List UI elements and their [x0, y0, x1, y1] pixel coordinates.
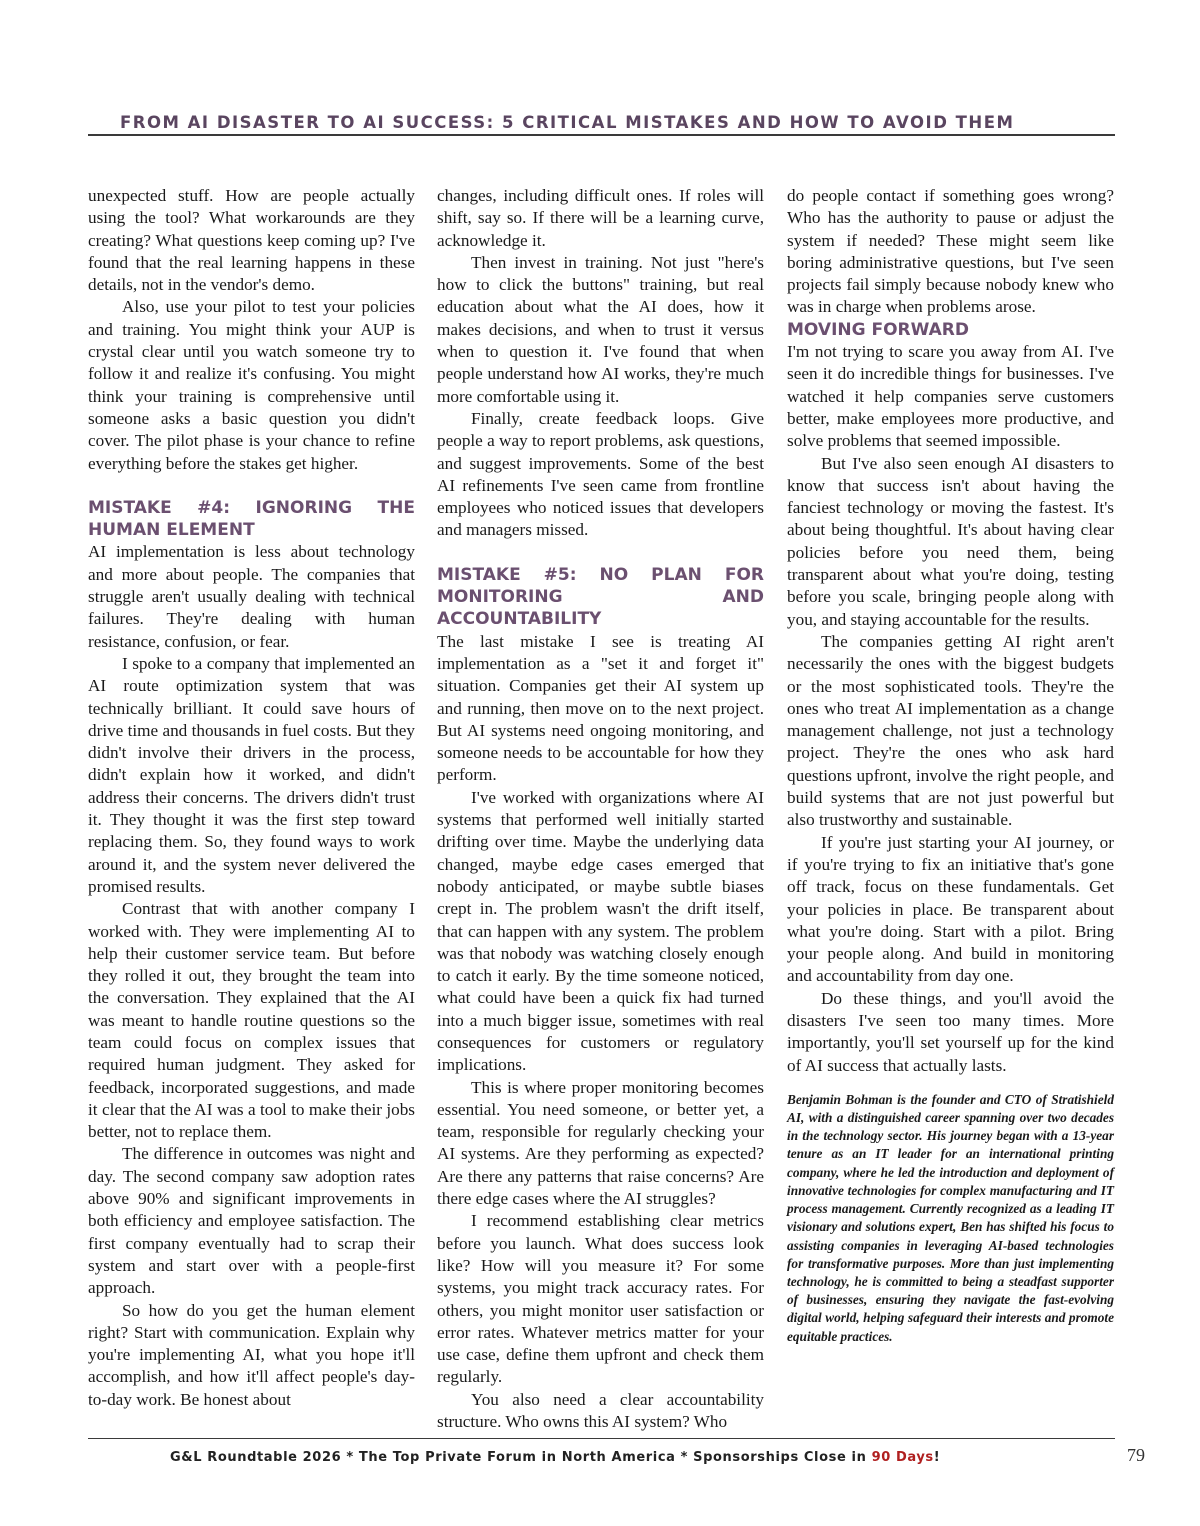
column-3 — [787, 185, 1114, 1346]
paragraph: I'm not trying to scare you away from AI. I've seen it do incredible things for businesses. I've watched it help companies serve customers better, make employees more productive, and solve problems that seemed impossible. — [787, 342, 1114, 451]
section-heading-mistake-5: MISTAKE #5: NO PLAN FOR MONITORING AND ACCOUNTABILITY — [437, 564, 764, 630]
paragraph: changes, including difficult ones. If roles will shift, say so. If there will be a learning curve, acknowledge it. — [437, 186, 764, 250]
footer-rule — [88, 1438, 1115, 1439]
paragraph: I recommend establishing clear metrics before you launch. What does success look like? How will you measure it? For some systems, you might track accuracy rates. For others, you might monitor user satisfaction or error rates. Whatever metrics matter for your use case, define them upfront and check them regularly. — [437, 1211, 764, 1387]
paragraph: So how do you get the human element right? Start with communication. Explain why you're implementing AI, what you hope it'll accomplish, and how it'll affect people's day-to-day work. Be honest about — [88, 1300, 415, 1409]
paragraph: unexpected stuff. How are people actually using the tool? What workarounds are they creating? What questions keep coming up? I've found that the real learning happens in these details, not in the vendor's demo. — [88, 186, 415, 295]
footer-text: G&L Roundtable 2026 * The Top Private Forum in North America * Sponsorships Close in — [170, 1450, 872, 1465]
author-bio: Benjamin Bohman is the founder and CTO of Stratishield AI, with a distinguished career spanning over two decades in the technology sector. His journey began with a 13-year tenure as an IT leader for an international printing company, where he led the introduction and deployment of innovative technologies for complex manufacturing and IT process management. Currently recognized as a leading IT visionary and solutions expert, Ben has shifted his focus to assisting companies in leveraging AI-based technologies for transformative purposes. More than just implementing technology, he is committed to being a steadfast supporter of businesses, ensuring they navigate the fast-evolving digital world, helping safeguard their interests and promote equitable practices. — [787, 1091, 1114, 1344]
paragraph: Finally, create feedback loops. Give people a way to report problems, ask questions, and suggest improvements. Some of the best AI refinements I've seen came from frontline employees who noticed issues that developers and managers missed. — [437, 408, 764, 540]
paragraph: The difference in outcomes was night and day. The second company saw adoption rates above 90% and significant improvements in both efficiency and employee satisfaction. The first company eventually had to scrap their system and start over with a people-first approach. — [88, 1144, 415, 1298]
paragraph: Contrast that with another company I worked with. They were implementing AI to help their customer service team. But before they rolled it out, they brought the team into the conversation. They explained that the AI was meant to handle routine questions so the team could focus on complex issues that required human judgment. They asked for feedback, incorporated suggestions, and made it clear that the AI was a tool to make their jobs better, not to replace them. — [88, 899, 415, 1142]
paragraph: Then invest in training. Not just "here's how to click the buttons" training, but real education about what the AI does, how it makes decisions, and when to trust it versus when to question it. I've found that when people understand how AI works, they're much more comfortable using it. — [437, 252, 764, 406]
paragraph: I spoke to a company that implemented an AI route optimization system that was technically brilliant. It could save hours of drive time and thousands in fuel costs. But they didn't involve their drivers in the process, didn't explain how it worked, and didn't address their concerns. The drivers didn't trust it. They thought it was the first step toward replacing them. So, they found ways to work around it, and the system never delivered the promised results. — [88, 653, 415, 896]
paragraph: AI implementation is less about technology and more about people. The companies that struggle aren't usually dealing with technical failures. They're dealing with human resistance, confusion, or fear. — [88, 542, 415, 651]
paragraph: Do these things, and you'll avoid the disasters I've seen too many times. More importantly, you'll set yourself up for the kind of AI success that actually lasts. — [787, 988, 1114, 1075]
paragraph: The last mistake I see is treating AI implementation as a "set it and forget it" situation. Companies get their AI system up and running, then move on to the next project. But AI systems need ongoing monitoring, and someone needs to be accountable for how they perform. — [437, 631, 764, 785]
footer-banner — [170, 1450, 1020, 1465]
paragraph: This is where proper monitoring becomes essential. You need someone, or better yet, a team, responsible for regularly checking your AI systems. Are they performing as expected? Are there any patterns that raise concerns? Are there edge cases where the AI struggles? — [437, 1077, 764, 1209]
section-heading-mistake-4: MISTAKE #4: IGNORING THE HUMAN ELEMENT — [88, 497, 415, 541]
paragraph: You also need a clear accountability structure. Who owns this AI system? Who — [437, 1389, 764, 1432]
paragraph: The companies getting AI right aren't necessarily the ones with the biggest budgets or the most sophisticated tools. They're the ones who treat AI implementation as a change management challenge, not just a technology project. They're the ones who ask hard questions upfront, involve the right people, and build systems that are not just powerful but also trustworthy and sustainable. — [787, 631, 1114, 830]
paragraph: If you're just starting your AI journey, or if you're trying to fix an initiative that's gone off track, focus on these fundamentals. Get your policies in place. Be transparent about what you're doing. Start with a pilot. Bring your people along. And build in monitoring and accountability from day one. — [787, 832, 1114, 986]
header-rule — [88, 134, 1115, 136]
paragraph: do people contact if something goes wrong? Who has the authority to pause or adjust the system if needed? These might seem like boring administrative questions, but I've seen projects fail simply because nobody knew who was in charge when problems arose. — [787, 186, 1114, 317]
footer-text-end: ! — [933, 1450, 941, 1465]
column-2 — [437, 185, 764, 1433]
footer-highlight: 90 Days — [871, 1450, 934, 1465]
paragraph: I've worked with organizations where AI systems that performed well initially started drifting over time. Maybe the underlying data changed, maybe edge cases emerged that nobody anticipated, or maybe subtle biases crept in. The problem wasn't the drift itself, that can happen with any system. The problem was that nobody was watching closely enough to catch it early. By the time someone noticed, what could have been a quick fix had turned into a much bigger issue, sometimes with real consequences for customers or regulatory implications. — [437, 787, 764, 1075]
page-number: 79 — [1127, 1445, 1145, 1465]
column-1 — [88, 185, 415, 1411]
section-heading-moving-forward: MOVING FORWARD — [787, 319, 969, 340]
paragraph: But I've also seen enough AI disasters to know that success isn't about having the fanciest technology or moving the fastest. It's about being thoughtful. It's about having clear policies before you need them, being transparent about what you're doing, testing before you scale, bringing people along with you, and staying accountable for the results. — [787, 453, 1114, 629]
paragraph: Also, use your pilot to test your policies and training. You might think your AUP is crystal clear until you watch someone try to follow it and realize it's confusing. You might think your training is comprehensive until someone asks a basic question you didn't cover. The pilot phase is your chance to refine everything before the stakes get higher. — [88, 297, 415, 473]
running-head: FROM AI DISASTER TO AI SUCCESS: 5 CRITICAL MISTAKES AND HOW TO AVOID THEM — [120, 113, 1015, 132]
